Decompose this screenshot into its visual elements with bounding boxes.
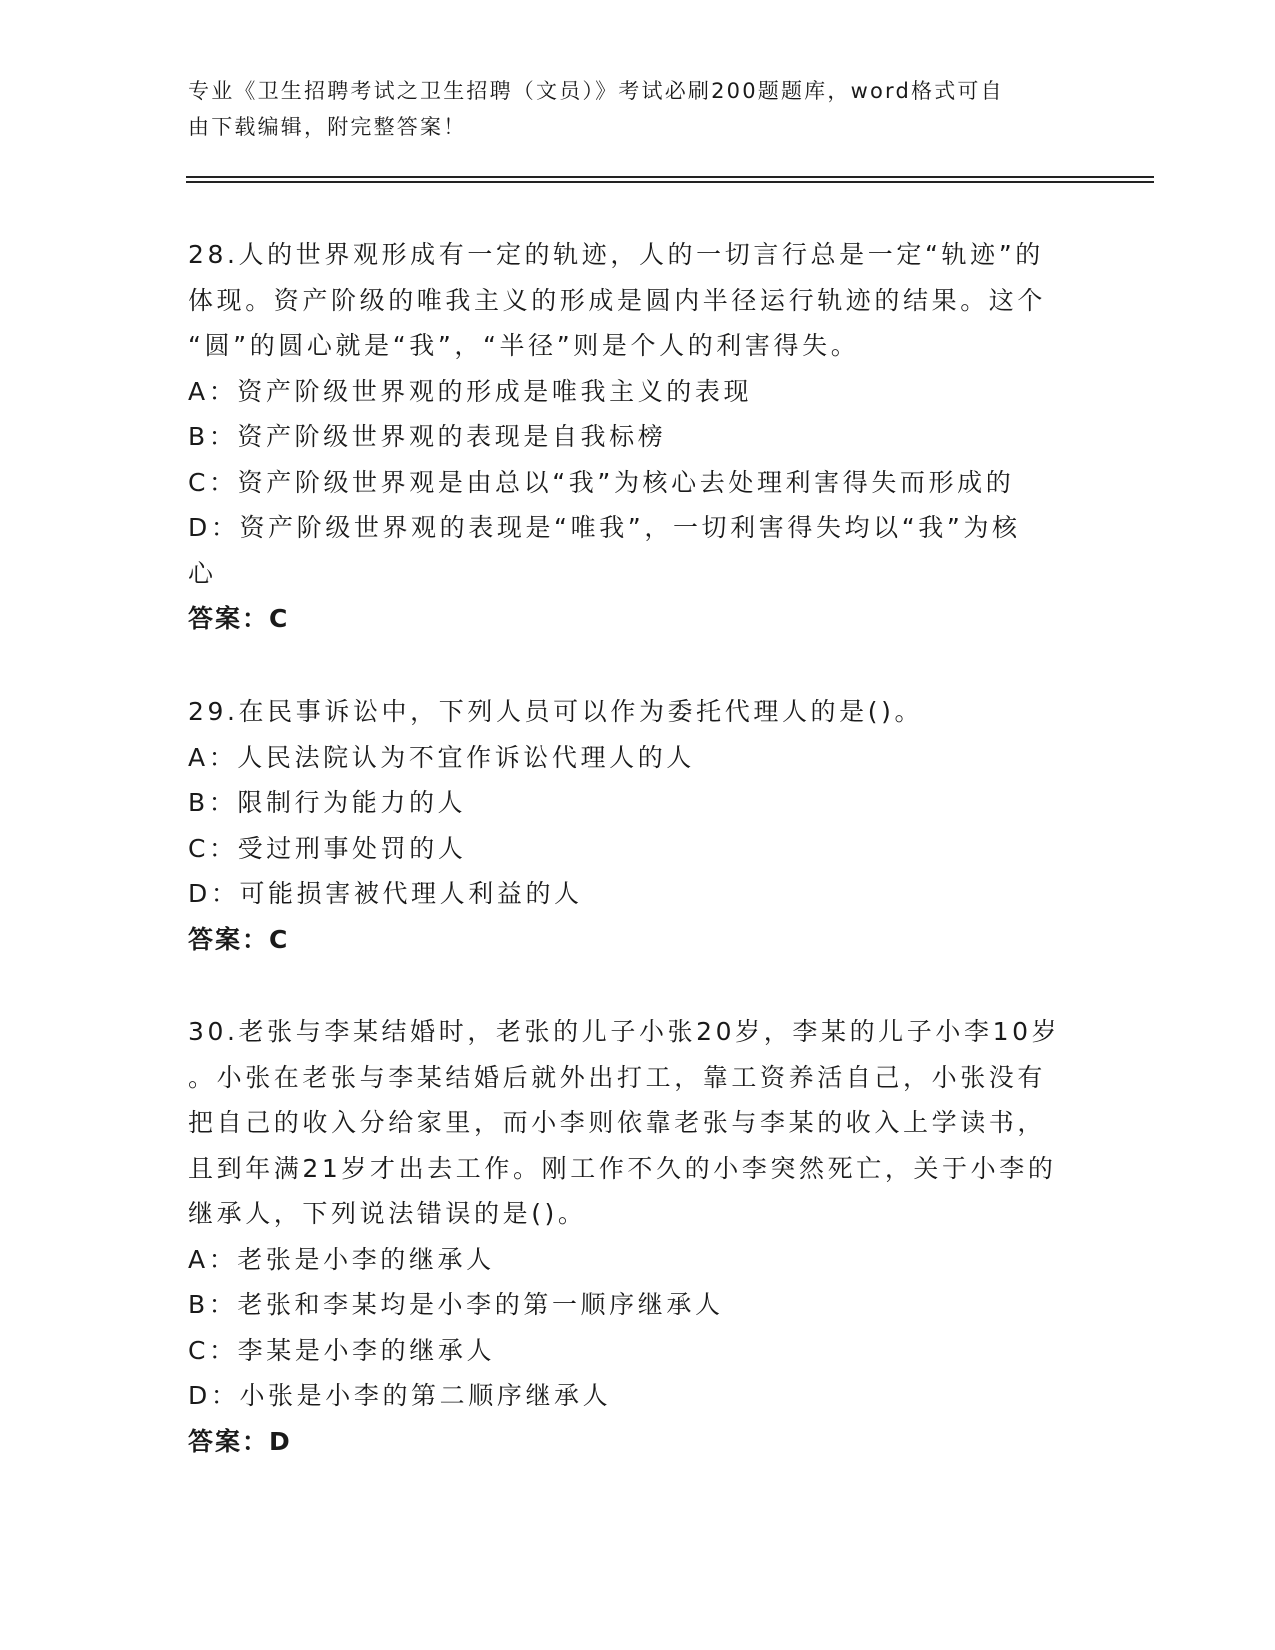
option-b: B：限制行为能力的人 <box>188 788 467 817</box>
header-line-2: 由下载编辑，附完整答案！ <box>188 115 467 139</box>
question-stem-line: 。小张在老张与李某结婚后就外出打工，靠工资养活自己，小张没有 <box>188 1062 1047 1092</box>
option-d: D：可能损害被代理人利益的人 <box>188 879 583 908</box>
question-28 <box>188 232 1088 642</box>
header-divider-bottom <box>186 181 1154 183</box>
option-d: D：资产阶级世界观的表现是“唯我”，一切利害得失均以“我”为核 <box>188 513 1021 542</box>
question-stem-line: 继承人，下列说法错误的是()。 <box>188 1199 587 1228</box>
document-header <box>188 73 1088 145</box>
option-d: D：小张是小李的第二顺序继承人 <box>188 1381 612 1410</box>
answer: 答案：C <box>188 924 290 954</box>
option-c: C：李某是小李的继承人 <box>188 1335 496 1365</box>
option-b: B：资产阶级世界观的表现是自我标榜 <box>188 422 667 451</box>
question-stem-line: 且到年满21岁才出去工作。刚工作不久的小李突然死亡，关于小李的 <box>188 1153 1057 1183</box>
question-stem-line: 29.在民事诉讼中，下列人员可以作为委托代理人的是()。 <box>188 697 924 726</box>
answer: 答案：D <box>188 1426 292 1456</box>
option-a: A：人民法院认为不宜作诉讼代理人的人 <box>188 742 695 772</box>
option-a: A：资产阶级世界观的形成是唯我主义的表现 <box>188 376 753 406</box>
question-stem-line: “圆”的圆心就是“我”，“半径”则是个人的利害得失。 <box>188 331 860 360</box>
question-stem-line: 30.老张与李某结婚时，老张的儿子小张20岁，李某的儿子小李10岁 <box>188 1017 1061 1046</box>
answer: 答案：C <box>188 604 290 633</box>
question-stem-line: 体现。资产阶级的唯我主义的形成是圆内半径运行轨迹的结果。这个 <box>188 285 1047 315</box>
header-divider-top <box>186 176 1154 178</box>
option-d-continuation: 心 <box>188 558 217 588</box>
question-stem-line: 28.人的世界观形成有一定的轨迹，人的一切言行总是一定“轨迹”的 <box>188 240 1044 269</box>
question-30 <box>188 1009 1088 1464</box>
option-a: A：老张是小李的继承人 <box>188 1244 495 1274</box>
option-b: B：老张和李某均是小李的第一顺序继承人 <box>188 1290 724 1319</box>
question-29 <box>188 689 1088 962</box>
option-c: C：受过刑事处罚的人 <box>188 833 467 863</box>
header-line-1: 专业《卫生招聘考试之卫生招聘（文员）》考试必刷200题题库，word格式可自 <box>188 79 1004 103</box>
option-c: C：资产阶级世界观是由总以“我”为核心去处理利害得失而形成的 <box>188 467 1015 497</box>
question-stem-line: 把自己的收入分给家里，而小李则依靠老张与李某的收入上学读书， <box>188 1108 1047 1137</box>
